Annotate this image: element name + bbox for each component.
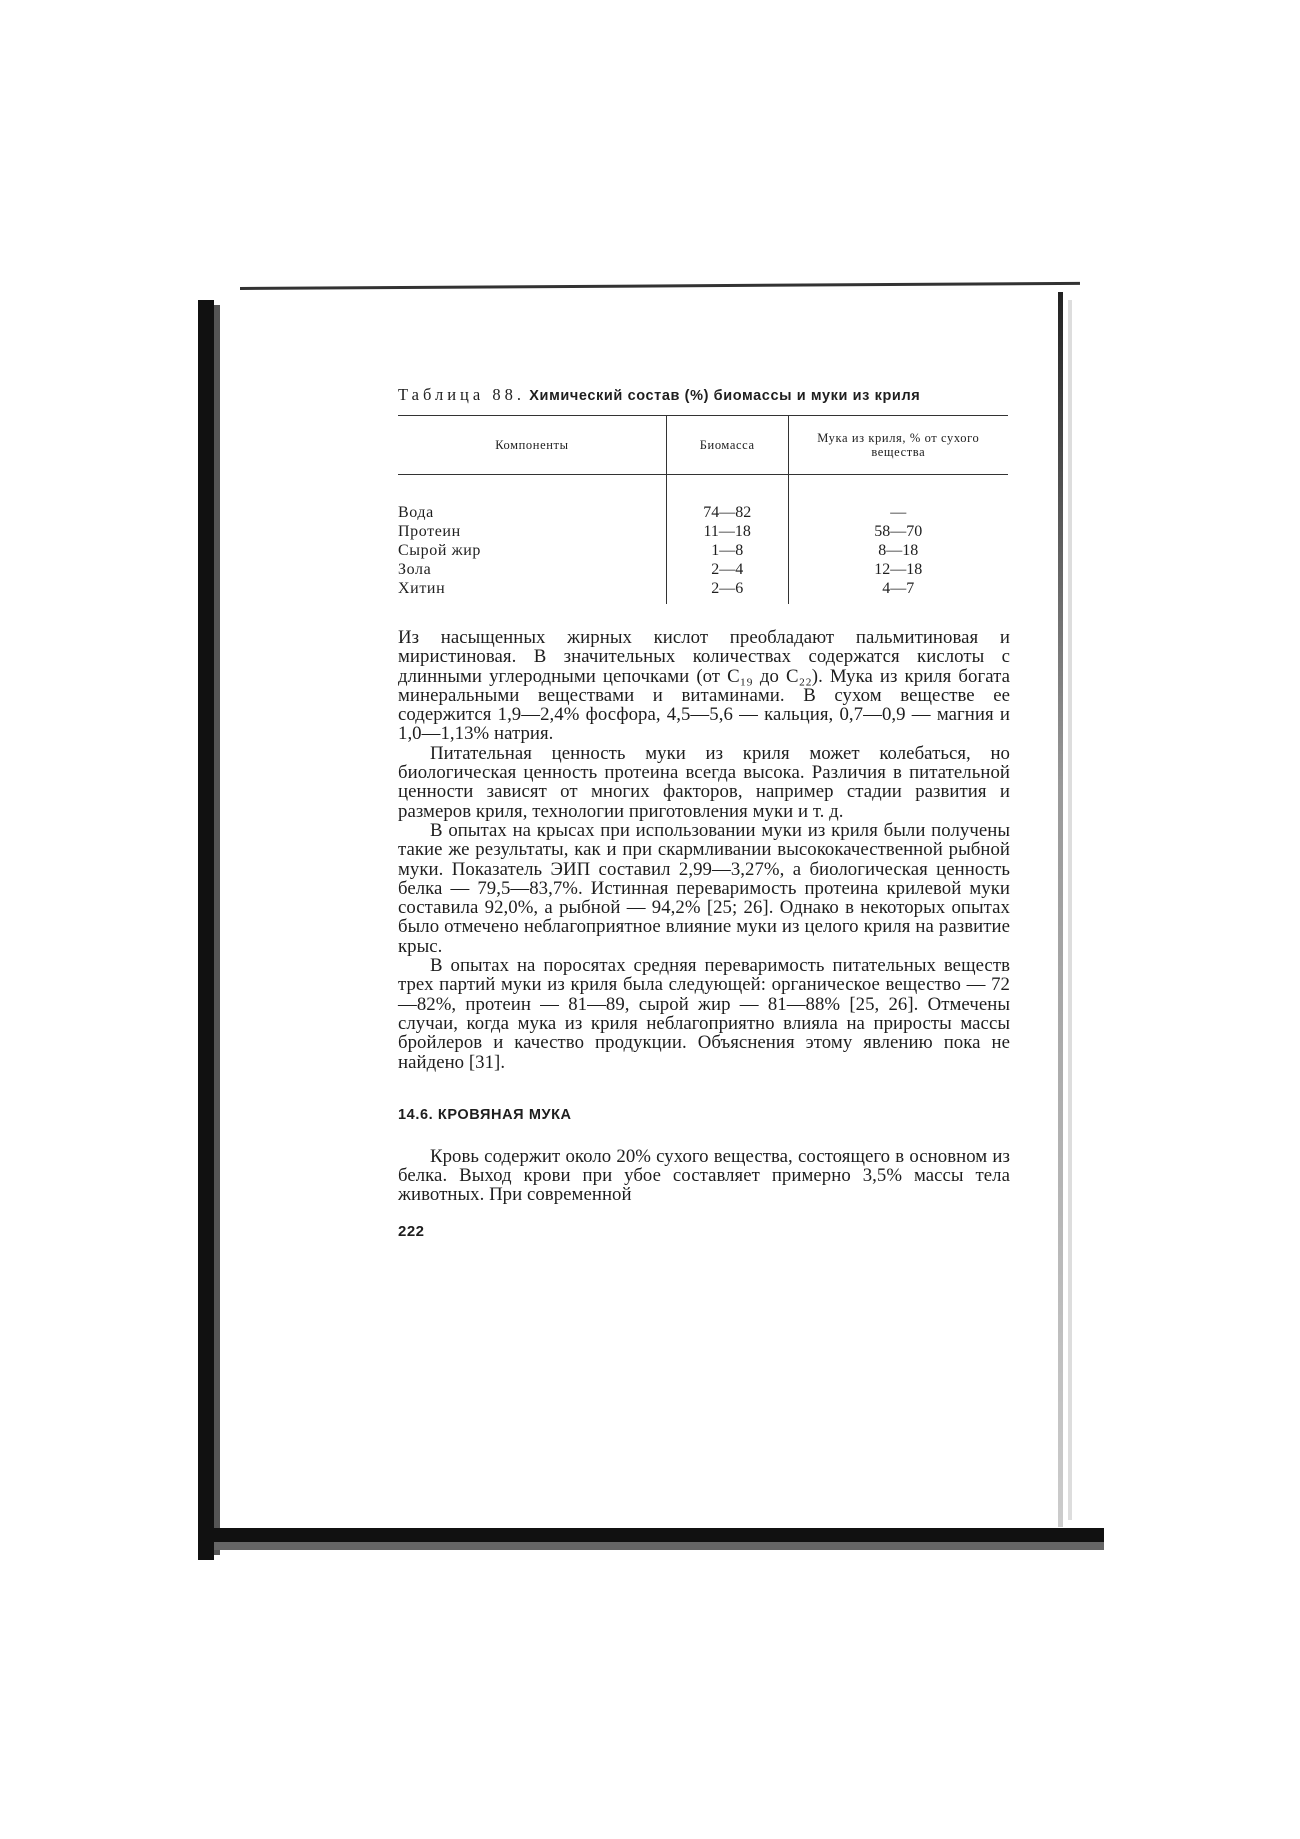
table-row [398, 522, 1008, 541]
paragraph-nutritional-value: Питательная ценность муки из криля может колебаться, но биологическая ценность протеина всегда высока. Различия в питательной ценности зависят от многих факторов, например стадии развития и размеров криля, технологии приготовления муки и т. д. [398, 742, 1010, 822]
cell-biomass: 1—8 [666, 541, 788, 560]
header-biomass: Биомасса [666, 416, 788, 475]
body-text [398, 628, 1010, 1072]
cell-component: Протеин [398, 523, 461, 540]
paragraph-fatty-acids: Из насыщенных жирных кислот преобладают пальмитиновая и миристиновая. В значительных количествах содержатся кислоты с длинными углеродными цепочками (от C₁₉ до C₂₂). Мука из криля богата минеральными веществами и витаминами. В сухом веществе ее содержится 1,9—2,4% фосфора, 4,5—5,6 — кальция, 0,7—0,9 — магния и 1,0—1,13% натрия. [398, 627, 1010, 745]
scan-edge-right [1058, 292, 1063, 1527]
paragraph-rat-experiments: В опытах на крысах при использовании муки из криля были получены такие же результаты, как и при скармливании высококачественной рыбной муки. Показатель ЭИП составил 2,99—3,27%, а биологическая ценность белка — 79,5—83,7%. Истинная переваримость протеина крилевой муки составила 92,0%, а рыбной — 94,2% [25; 26]. Однако в некоторых опытах было отмечено неблагоприятное влияние муки из целого криля на развитие крыс. [398, 819, 1010, 957]
cell-component: Хитин [398, 580, 446, 597]
table-row [398, 579, 1008, 604]
cell-component: Вода [398, 504, 434, 521]
scan-edge-bottom-shadow [214, 1542, 1104, 1550]
cell-component: Зола [398, 561, 432, 578]
table-caption [398, 385, 1018, 405]
cell-meal: 8—18 [878, 542, 919, 559]
cell-component: Сырой жир [398, 542, 482, 559]
cell-meal: 12—18 [874, 561, 923, 578]
cell-meal: 58—70 [874, 523, 923, 540]
cell-meal: — [890, 504, 907, 521]
page-number: 222 [398, 1222, 425, 1240]
book-page [398, 385, 1018, 1240]
paragraph-piglet-experiments: В опытах на поросятах средняя переваримость питательных веществ трех партий муки из криля была следующей: органическое вещество — 72—82%, протеин — 81—89, сырой жир — 81—88% [25, 26]. Отмечены случаи, когда мука из криля неблагоприятно влияла на приросты массы бройлеров и качество продукции. Объяснения этому явлению пока не найдено [31]. [398, 955, 1010, 1073]
cell-meal: 4—7 [882, 580, 915, 597]
section-body [398, 1147, 1010, 1205]
table-row [398, 503, 1008, 522]
table-spacer-row [398, 475, 1008, 504]
scan-edge-bottom [214, 1528, 1104, 1542]
scan-edge-top [240, 282, 1080, 290]
scan-edge-right-shadow [1068, 300, 1072, 1520]
table-row [398, 560, 1008, 579]
section-heading: 14.6. КРОВЯНАЯ МУКА [398, 1106, 572, 1123]
cell-biomass: 74—82 [666, 503, 788, 522]
header-krill-meal: Мука из криля, % от сухого вещества [788, 416, 1008, 475]
cell-biomass: 11—18 [666, 522, 788, 541]
cell-biomass: 2—4 [666, 560, 788, 579]
table-row [398, 541, 1008, 560]
table-header-row [398, 416, 1008, 475]
composition-table [398, 415, 1008, 604]
paragraph-blood-meal: Кровь содержит около 20% сухого вещества, состоящего в основном из белка. Выход крови при убое составляет примерно 3,5% массы тела животных. При современной [398, 1145, 1010, 1206]
table-caption-lead: Таблица 88. [398, 385, 525, 404]
cell-biomass: 2—6 [666, 579, 788, 604]
scan-edge-left-shadow [214, 305, 220, 1555]
header-components: Компоненты [398, 416, 666, 475]
table-caption-title: Химический состав (%) биомассы и муки из криля [529, 388, 921, 404]
scan-edge-left [198, 300, 214, 1560]
